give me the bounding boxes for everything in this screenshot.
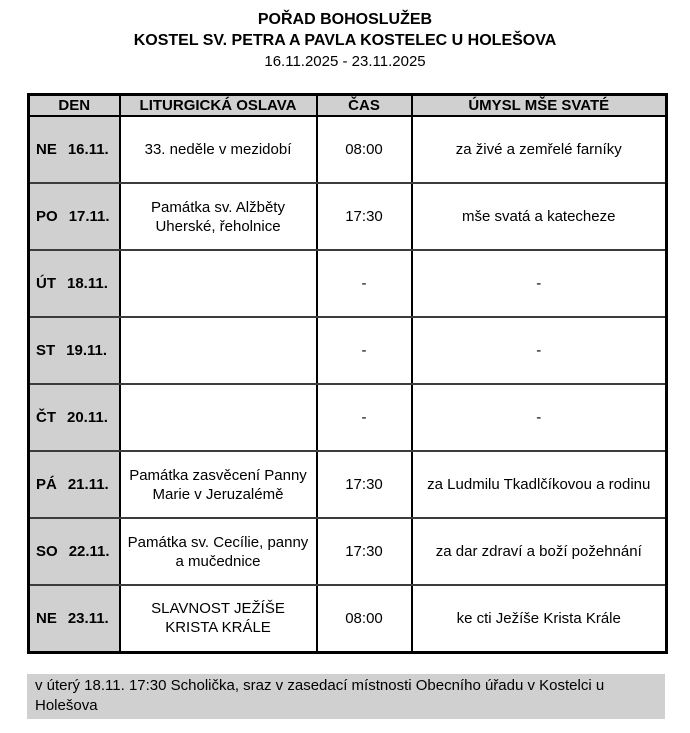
time-cell: 17:30 <box>317 451 412 518</box>
day-abbreviation: PÁ <box>36 476 57 493</box>
celebration-cell: Památka sv. Alžběty Uherské, řeholnice <box>120 183 317 250</box>
date-range: 16.11.2025 - 23.11.2025 <box>264 53 426 70</box>
intention-cell: - <box>412 317 667 384</box>
time-cell: 08:00 <box>317 116 412 183</box>
table-row <box>29 317 667 384</box>
day-date: 20.11. <box>67 409 108 426</box>
day-cell <box>29 317 120 384</box>
celebration-cell <box>120 384 317 451</box>
intention-cell: za dar zdraví a boží požehnání <box>412 518 667 585</box>
day-date: 16.11. <box>67 141 109 158</box>
day-cell <box>29 250 120 317</box>
day-date: 21.11. <box>67 476 109 493</box>
intention-cell: - <box>412 250 667 317</box>
table-row <box>29 116 667 183</box>
celebration-cell: 33. neděle v mezidobí <box>120 116 317 183</box>
table-header-row <box>29 95 667 117</box>
celebration-cell <box>120 250 317 317</box>
table-row <box>29 451 667 518</box>
intention-cell: mše svatá a katecheze <box>412 183 667 250</box>
celebration-cell: SLAVNOST JEŽÍŠE KRISTA KRÁLE <box>120 585 317 652</box>
day-abbreviation: ST <box>36 342 56 359</box>
celebration-cell: Památka sv. Cecílie, panny a mučednice <box>120 518 317 585</box>
day-abbreviation: NE <box>36 609 57 627</box>
table-row <box>29 518 667 585</box>
day-cell <box>29 451 120 518</box>
time-cell: - <box>317 384 412 451</box>
day-date: 17.11. <box>68 208 110 225</box>
time-cell: 17:30 <box>317 183 412 250</box>
celebration-cell <box>120 317 317 384</box>
day-date: 22.11. <box>68 543 110 560</box>
day-cell <box>29 384 120 451</box>
church-name: KOSTEL SV. PETRA A PAVLA KOSTELEC U HOLEŠOVA <box>133 32 557 49</box>
day-cell <box>29 116 120 183</box>
intention-cell: za živé a zemřelé farníky <box>412 116 667 183</box>
time-cell: 17:30 <box>317 518 412 585</box>
intention-cell: - <box>412 384 667 451</box>
day-abbreviation: ČT <box>36 409 56 426</box>
day-date: 18.11. <box>67 275 108 292</box>
table-row <box>29 384 667 451</box>
day-cell <box>29 518 120 585</box>
table-row <box>29 250 667 317</box>
document-header <box>0 0 690 72</box>
column-header-umysl-mse-svate: ÚMYSL MŠE SVATÉ <box>412 95 667 117</box>
column-header-den: DEN <box>29 95 120 117</box>
table-row <box>29 585 667 652</box>
column-header-cas: ČAS <box>317 95 412 117</box>
day-abbreviation: PO <box>36 208 58 225</box>
time-cell: - <box>317 250 412 317</box>
intention-cell: za Ludmilu Tkadlčíkovou a rodinu <box>412 451 667 518</box>
page-title: POŘAD BOHOSLUŽEB <box>257 11 433 28</box>
day-cell <box>29 183 120 250</box>
day-cell <box>29 585 120 652</box>
schedule-table <box>27 93 668 654</box>
celebration-cell: Památka zasvěcení Panny Marie v Jeruzalémě <box>120 451 317 518</box>
table-row <box>29 183 667 250</box>
day-abbreviation: NE <box>36 141 57 158</box>
day-abbreviation: ÚT <box>36 275 56 292</box>
footer-note: v úterý 18.11. 17:30 Scholička, sraz v zasedací místnosti Obecního úřadu v Kostelci u Holešova <box>27 674 665 719</box>
time-cell: 08:00 <box>317 585 412 652</box>
column-header-liturgicka-oslava: LITURGICKÁ OSLAVA <box>120 95 317 117</box>
time-cell: - <box>317 317 412 384</box>
day-date: 19.11. <box>66 342 108 359</box>
day-date: 23.11. <box>67 609 109 627</box>
intention-cell: ke cti Ježíše Krista Krále <box>412 585 667 652</box>
day-abbreviation: SO <box>36 543 58 560</box>
